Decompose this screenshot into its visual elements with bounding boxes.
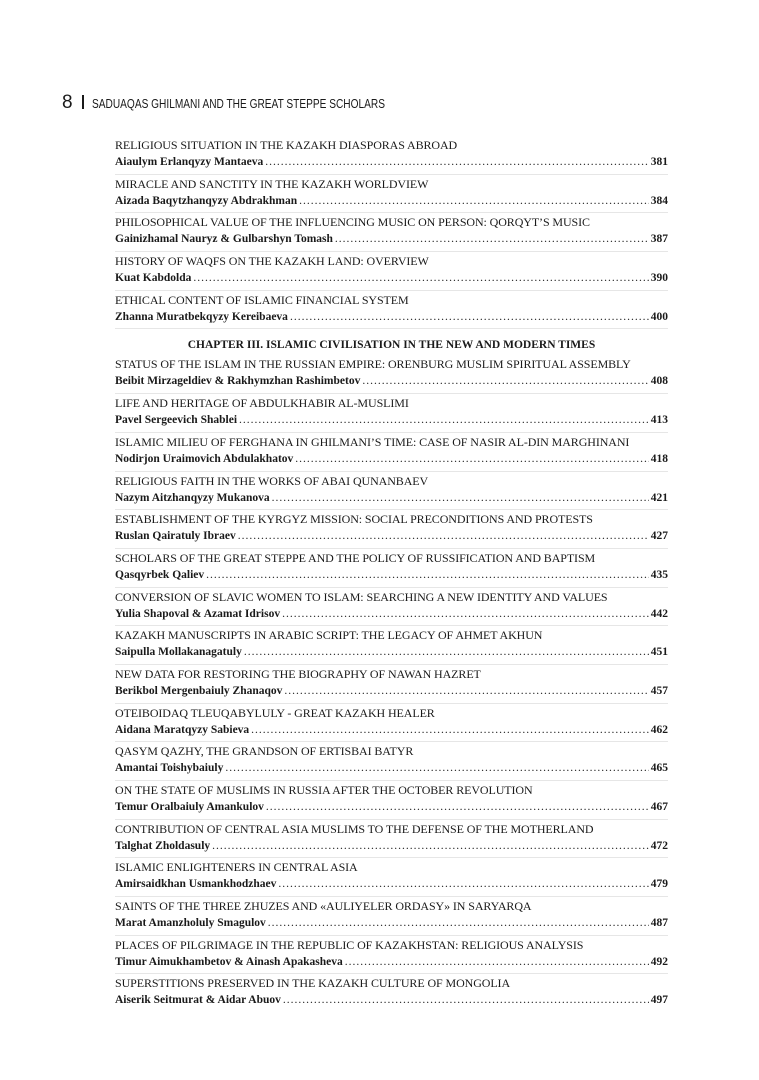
dot-leader	[239, 412, 649, 429]
entry-title: OTEIBOIDAQ TLEUQABYLULY - GREAT KAZAKH HEALER	[115, 705, 435, 720]
entry-title: NEW DATA FOR RESTORING THE BIOGRAPHY OF NAWAN HAZRET	[115, 666, 481, 681]
entry-title: HISTORY OF WAQFS ON THE KAZAKH LAND: OVERVIEW	[115, 254, 429, 269]
dot-leader	[335, 231, 649, 248]
entry-author-line	[115, 799, 668, 816]
entry-page: 457	[650, 684, 668, 697]
entry-author: Talghat Zholdasuly	[115, 839, 211, 852]
entry-author: Amantai Toishybaiuly	[115, 762, 224, 775]
dot-leader	[278, 876, 648, 893]
chapter-heading: CHAPTER III. ISLAMIC CIVILISATION IN THE NEW AND MODERN TIMES	[187, 339, 596, 352]
entry-author-line	[115, 644, 668, 661]
entry-title: MIRACLE AND SANCTITY IN THE KAZAKH WORLDVIEW	[115, 176, 429, 191]
toc-entry[interactable]	[115, 136, 668, 175]
dot-leader	[206, 567, 649, 584]
entry-page: 400	[650, 310, 668, 323]
entry-author-line	[115, 231, 668, 248]
entry-page: 467	[650, 801, 668, 813]
entry-page: 381	[650, 156, 668, 168]
entry-author: Kuat Kabdolda	[115, 272, 192, 285]
entry-title: STATUS OF THE ISLAM IN THE RUSSIAN EMPIRE: ORENBURG MUSLIM SPIRITUAL ASSEMBLY	[115, 357, 631, 372]
toc-entry[interactable]	[115, 820, 668, 859]
entry-author-line	[115, 683, 668, 700]
entry-author-line	[115, 954, 668, 971]
toc-group-b	[115, 355, 668, 1013]
toc-entry[interactable]	[115, 433, 668, 472]
entry-author: Aidana Maratqyzy Sabieva	[115, 723, 250, 736]
entry-title: SCHOLARS OF THE GREAT STEPPE AND THE POLICY OF RUSSIFICATION AND BAPTISM	[115, 550, 596, 565]
toc-entry[interactable]	[115, 897, 668, 936]
entry-page: 497	[650, 994, 668, 1007]
dot-leader	[244, 644, 649, 661]
dot-leader	[283, 992, 649, 1009]
entry-page: 408	[650, 375, 668, 388]
toc-entry[interactable]	[115, 704, 668, 743]
toc-entry[interactable]	[115, 781, 668, 820]
entry-author: Aiaulym Erlanqyzy Mantaeva	[115, 156, 264, 168]
toc-group-a	[115, 136, 668, 329]
entry-page: 465	[650, 762, 668, 775]
entry-title: KAZAKH MANUSCRIPTS IN ARABIC SCRIPT: THE LEGACY OF AHMET AKHUN	[115, 628, 543, 643]
entry-title: SAINTS OF THE THREE ZHUZES AND «AULIYELER ORDASY» IN SARYARQA	[115, 899, 532, 914]
entry-author-line	[115, 915, 668, 932]
entry-page: 462	[650, 723, 668, 736]
entry-author-line	[115, 838, 668, 855]
page-number: 8	[62, 92, 73, 113]
entry-author-line	[115, 490, 668, 507]
entry-page: 435	[650, 568, 668, 581]
toc-entry[interactable]	[115, 175, 668, 214]
toc-entry[interactable]	[115, 974, 668, 1013]
entry-title: PLACES OF PILGRIMAGE IN THE REPUBLIC OF KAZAKHSTAN: RELIGIOUS ANALYSIS	[115, 937, 584, 952]
entry-author-line	[115, 412, 668, 429]
entry-page: 384	[650, 194, 668, 207]
entry-title: QASYM QAZHY, THE GRANDSON OF ERTISBAI BATYR	[115, 744, 414, 759]
entry-author: Marat Amanzholuly Smagulov	[115, 917, 266, 930]
running-header	[62, 92, 467, 114]
dot-leader	[295, 451, 648, 468]
entry-author-line	[115, 451, 668, 468]
entry-author-line	[115, 722, 668, 739]
entry-author-line	[115, 528, 668, 545]
toc-entry[interactable]	[115, 252, 668, 291]
entry-author: Temur Oralbaiuly Amankulov	[115, 801, 264, 813]
entry-author: Pavel Sergeevich Shablei	[115, 414, 238, 427]
entry-page: 421	[650, 491, 668, 504]
header-divider	[82, 95, 84, 109]
toc-entry[interactable]	[115, 355, 668, 394]
dot-leader	[362, 373, 648, 390]
entry-author-line	[115, 567, 668, 584]
entry-author-line	[115, 373, 668, 390]
entry-author: Gainizhamal Nauryz & Gulbarshyn Tomash	[115, 233, 333, 246]
entry-page: 418	[650, 452, 668, 465]
entry-page: 487	[650, 917, 668, 930]
entry-title: RELIGIOUS FAITH IN THE WORKS OF ABAI QUNANBAEV	[115, 473, 429, 488]
dot-leader	[266, 799, 649, 816]
entry-author: Berikbol Mergenbaiuly Zhanaqov	[115, 684, 283, 697]
entry-author: Timur Aimukhambetov & Ainash Apakasheva	[115, 955, 343, 968]
entry-title: SUPERSTITIONS PRESERVED IN THE KAZAKH CULTURE OF MONGOLIA	[115, 976, 511, 991]
toc-entry[interactable]	[115, 291, 668, 330]
toc-entry[interactable]	[115, 510, 668, 549]
dot-leader	[212, 838, 649, 855]
toc-entry[interactable]	[115, 213, 668, 252]
entry-author: Aizada Baqytzhanqyzy Abdrakhman	[115, 194, 298, 207]
dot-leader	[299, 193, 649, 210]
entry-author: Zhanna Muratbekqyzy Kereibaeva	[115, 310, 288, 323]
entry-author-line	[115, 606, 668, 623]
entry-title: ESTABLISHMENT OF THE KYRGYZ MISSION: SOCIAL PRECONDITIONS AND PROTESTS	[115, 512, 593, 527]
entry-author-line	[115, 876, 668, 893]
entry-title: CONTRIBUTION OF CENTRAL ASIA MUSLIMS TO THE DEFENSE OF THE MOTHERLAND	[115, 821, 594, 836]
entry-page: 479	[650, 878, 668, 891]
dot-leader	[193, 270, 648, 287]
entry-author-line	[115, 270, 668, 287]
entry-author-line	[115, 992, 668, 1009]
toc-entry[interactable]	[115, 742, 668, 781]
entry-title: LIFE AND HERITAGE OF ABDULKHABIR AL-MUSLIMI	[115, 396, 409, 411]
entry-author: Nodirjon Uraimovich Abdulakhatov	[115, 452, 294, 465]
entry-title: ON THE STATE OF MUSLIMS IN RUSSIA AFTER THE OCTOBER REVOLUTION	[115, 783, 533, 797]
entry-page: 442	[650, 607, 668, 620]
entry-title: RELIGIOUS SITUATION IN THE KAZAKH DIASPORAS ABROAD	[115, 138, 458, 152]
toc-entry[interactable]	[115, 665, 668, 704]
toc-entry[interactable]	[115, 472, 668, 511]
toc-entry[interactable]	[115, 549, 668, 588]
entry-page: 472	[650, 839, 668, 852]
entry-author: Amirsaidkhan Usmankhodzhaev	[115, 878, 277, 891]
dot-leader	[290, 309, 649, 326]
dot-leader	[284, 683, 648, 700]
entry-title: ISLAMIC ENLIGHTENERS IN CENTRAL ASIA	[115, 860, 358, 875]
entry-author: Ruslan Qairatuly Ibraev	[115, 530, 236, 543]
dot-leader	[265, 154, 649, 171]
table-of-contents	[115, 136, 668, 1013]
dot-leader	[238, 528, 649, 545]
entry-author-line	[115, 760, 668, 777]
entry-page: 387	[650, 233, 668, 246]
entry-title: CONVERSION OF SLAVIC WOMEN TO ISLAM: SEARCHING A NEW IDENTITY AND VALUES	[115, 589, 608, 604]
dot-leader	[225, 760, 648, 777]
entry-page: 427	[650, 530, 668, 543]
entry-author-line	[115, 154, 668, 171]
entry-author: Beibit Mirzageldiev & Rakhymzhan Rashimbetov	[115, 375, 361, 388]
entry-author: Nazym Aitzhanqyzy Mukanova	[115, 491, 270, 504]
entry-author: Aiserik Seitmurat & Aidar Abuov	[115, 994, 281, 1007]
entry-title: ISLAMIC MILIEU OF FERGHANA IN GHILMANI’S TIME: CASE OF NASIR AL-DIN MARGHINANI	[115, 434, 630, 449]
toc-entry[interactable]	[115, 858, 668, 897]
toc-entry[interactable]	[115, 588, 668, 627]
entry-page: 451	[650, 646, 668, 659]
toc-entry[interactable]	[115, 394, 668, 433]
entry-page: 390	[650, 272, 668, 285]
entry-author: Saipulla Mollakanagatuly	[115, 646, 242, 659]
dot-leader	[345, 954, 649, 971]
dot-leader	[251, 722, 649, 739]
entry-title: ETHICAL CONTENT OF ISLAMIC FINANCIAL SYSTEM	[115, 292, 409, 307]
running-title: SADUAQAS GHILMANI AND THE GREAT STEPPE SCHOLARS	[91, 96, 385, 111]
entry-author-line	[115, 193, 668, 210]
dot-leader	[268, 915, 649, 932]
entry-author-line	[115, 309, 668, 326]
entry-author: Qasqyrbek Qaliev	[115, 568, 205, 581]
dot-leader	[282, 606, 649, 623]
toc-entry[interactable]	[115, 936, 668, 975]
entry-page: 492	[650, 955, 668, 968]
entry-title: PHILOSOPHICAL VALUE OF THE INFLUENCING MUSIC ON PERSON: QORQYT’S MUSIC	[115, 215, 590, 230]
toc-entry[interactable]	[115, 626, 668, 665]
entry-author: Yulia Shapoval & Azamat Idrisov	[115, 607, 281, 620]
entry-page: 413	[650, 414, 668, 427]
dot-leader	[272, 490, 649, 507]
